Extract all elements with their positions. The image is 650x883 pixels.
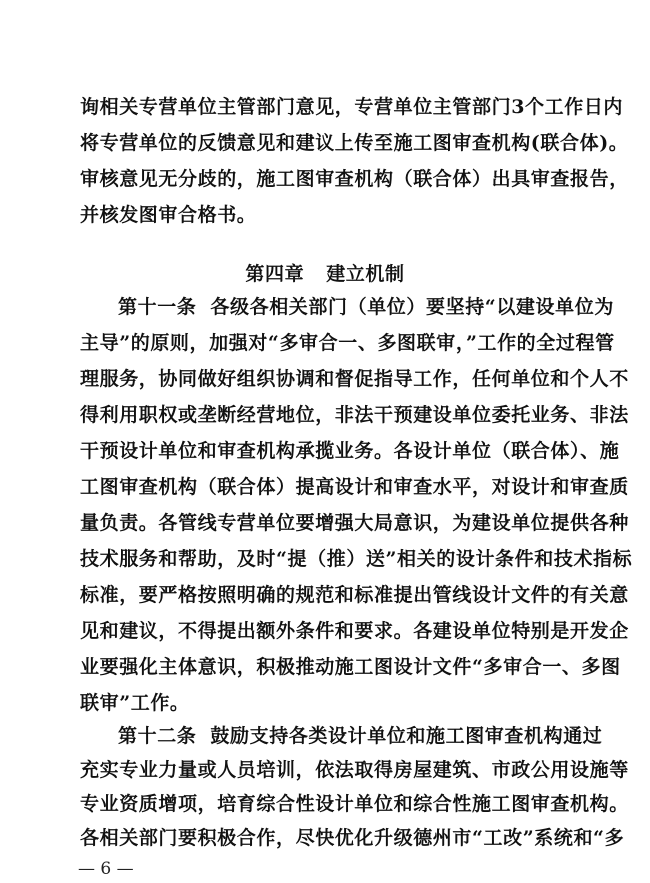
body-line: 各相关部门要积极合作，尽快优化升级德州市“工改”系统和“多 — [80, 827, 625, 849]
chapter-title: 建立机制 — [326, 263, 405, 285]
body-line: 审核意见无分歧的，施工图审查机构（联合体）出具审查报告， — [80, 168, 629, 190]
article-11-first-line — [118, 295, 614, 319]
body-line: 工图审查机构（联合体）提高设计和审查水平，对设计和审查质 — [80, 476, 629, 498]
body-line: 标准，要严格按照明确的规范和标准提出管线设计文件的有关意 — [80, 584, 629, 606]
body-line: 干预设计单位和审查机构承揽业务。各设计单位（联合体）、施 — [80, 440, 620, 462]
article-12-first-line — [118, 724, 603, 748]
body-line: 充实专业力量或人员培训，依法取得房屋建筑、市政公用设施等 — [80, 759, 629, 781]
body-line: 量负责。各管线专营单位要增强大局意识，为建设单位提供各种 — [80, 512, 629, 534]
body-line: 技术服务和帮助，及时“提（推）送”相关的设计条件和技术指标 — [80, 548, 633, 570]
body-line: 理服务，协同做好组织协调和督促指导工作，任何单位和个人不 — [80, 368, 629, 390]
chapter-number: 第四章 — [245, 263, 305, 285]
page-number: — 6 — — [78, 859, 134, 879]
chapter-heading — [0, 262, 650, 286]
body-line: 主导”的原则，加强对“多审合一、多图联审，”工作的全过程管 — [80, 332, 615, 354]
body-line: 并核发图审合格书。 — [80, 204, 257, 226]
body-line: 业要强化主体意识，积极推动施工图设计文件“多审合一、多图 — [80, 656, 621, 678]
body-line: 得利用职权或垄断经营地位，非法干预建设单位委托业务、非法 — [80, 404, 629, 426]
body-line: 联审”工作。 — [80, 692, 190, 714]
article-11-text: 各级各相关部门（单位）要坚持“以建设单位为 — [210, 296, 614, 318]
body-line: 见和建议，不得提出额外条件和要求。各建设单位特别是开发企 — [80, 620, 629, 642]
article-12-heading: 第十二条 — [118, 725, 197, 747]
article-12-text: 鼓励支持各类设计单位和施工图审查机构通过 — [210, 725, 603, 747]
body-line: 专业资质增项，培育综合性设计单位和综合性施工图审查机构。 — [80, 793, 629, 815]
body-line: 将专营单位的反馈意见和建议上传至施工图审查机构(联合体)。 — [80, 132, 629, 154]
body-line: 询相关专营单位主管部门意见，专营单位主管部门3个工作日内 — [80, 96, 624, 118]
article-11-heading: 第十一条 — [118, 296, 197, 318]
